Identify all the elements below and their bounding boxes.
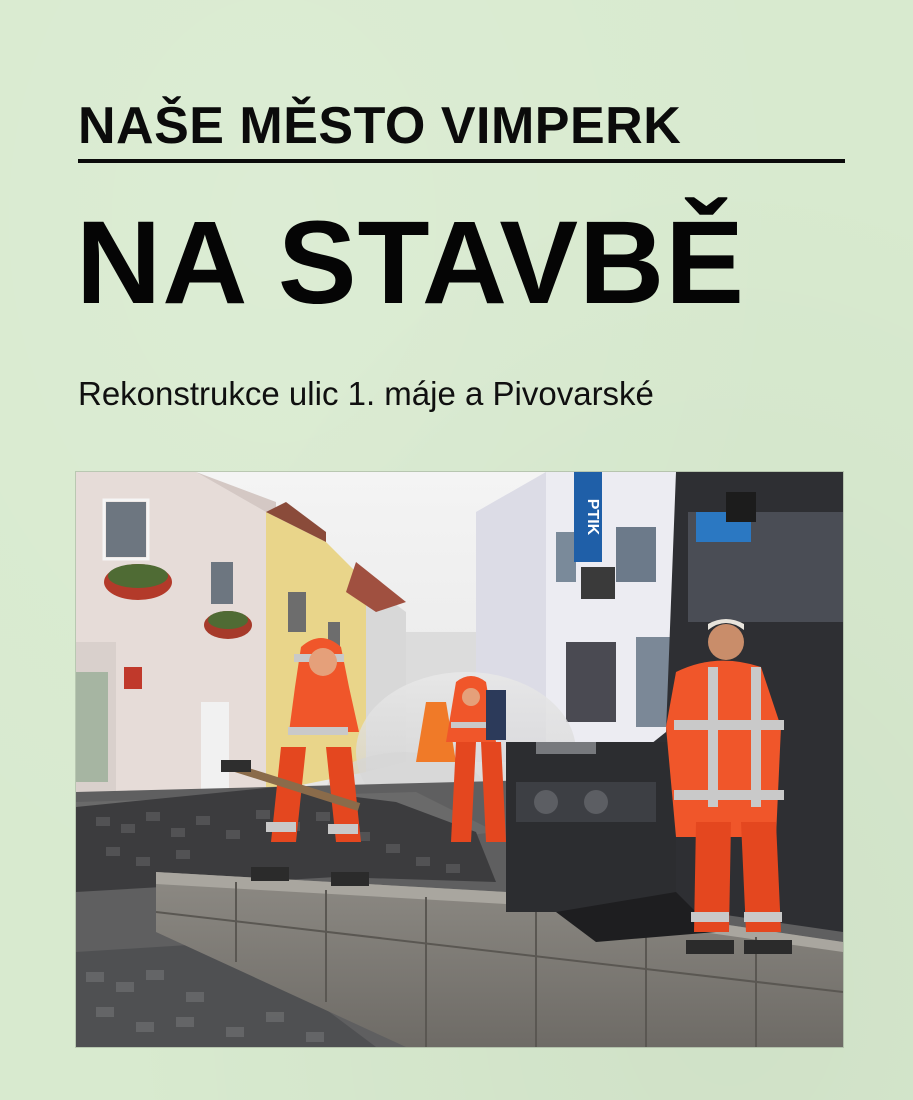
construction-photo: [76, 472, 843, 1047]
kicker-underline: [78, 159, 845, 163]
poster-kicker: NAŠE MĚSTO VIMPERK: [78, 97, 682, 155]
construction-photo-illustration: [76, 472, 843, 1047]
shop-sign: PTIK: [584, 498, 601, 536]
poster-subtitle: Rekonstrukce ulic 1. máje a Pivovarské: [78, 375, 654, 412]
poster-headline: NA STAVBĚ: [76, 197, 745, 329]
